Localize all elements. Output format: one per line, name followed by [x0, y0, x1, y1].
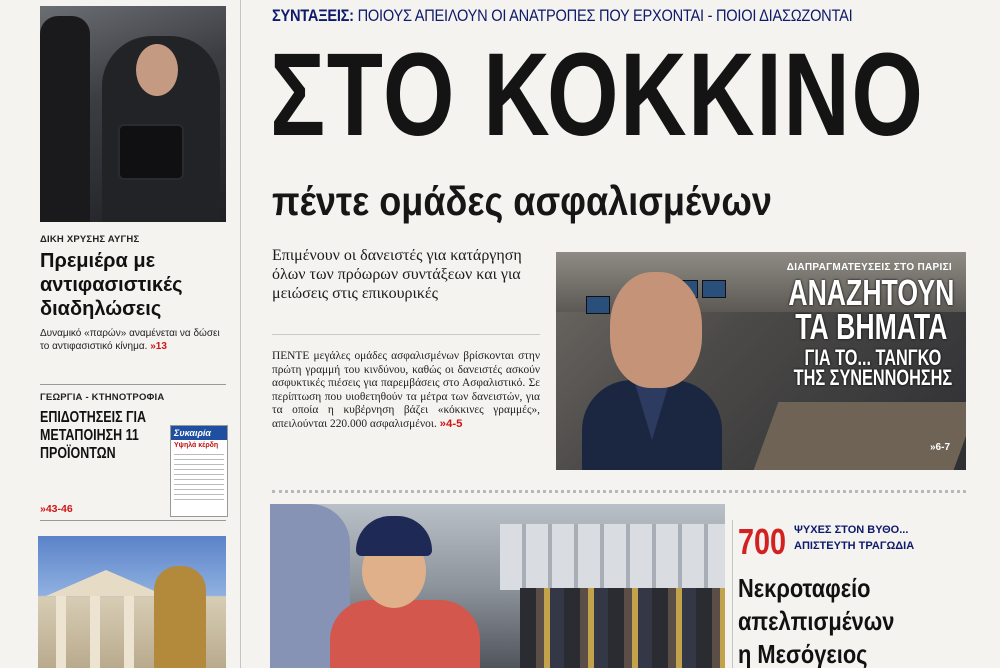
child-jacket	[330, 600, 480, 668]
academy-statue-photo[interactable]	[38, 536, 226, 668]
story-headline[interactable]: ΕΠΙΔΟΤΗΣΕΙΣ ΓΙΑ ΜΕΤΑΠΟΙΗΣΗ 11 ΠΡΟΪΟΝΤΩΝ	[40, 409, 147, 462]
divider	[272, 334, 540, 335]
column-divider	[732, 520, 733, 668]
face	[610, 272, 702, 388]
kicker-text: ΠΟΙΟΥΣ ΑΠΕΙΛΟΥΝ ΟΙ ΑΝΑΤΡΟΠΕΣ ΠΟΥ ΕΡΧΟΝΤΑΙ - ΠΟΙΟΙ ΔΙΑΣΩΖΟΝΤΑΙ	[357, 6, 853, 25]
supplement-headline: Υψηλά κέρδη	[174, 442, 219, 449]
story-headline[interactable]	[738, 572, 894, 668]
ship-background	[500, 524, 725, 590]
divider	[40, 520, 226, 521]
story-kicker: ΓΕΩΡΓΙΑ - ΚΤΗΝΟΤΡΟΦΙΑ	[40, 392, 165, 403]
building-pediment	[46, 570, 166, 596]
story-headline-line: Νεκροταφείο	[738, 573, 871, 603]
minister-portrait	[582, 272, 722, 470]
negotiations-feature[interactable]	[556, 252, 966, 470]
story-kicker: ΑΠΙΣΤΕΥΤΗ ΤΡΑΓΩΔΙΑ	[794, 540, 915, 552]
death-toll-number: 700	[738, 521, 787, 562]
feature-headline-line: ΤΑ ΒΗΜΑΤΑ	[794, 306, 948, 347]
supplement-text-lines	[174, 454, 224, 504]
child-beanie	[356, 516, 432, 556]
feature-subheadline-line: ΤΗΣ ΣΥΝΕΝΝΟΗΣΗΣ	[793, 365, 952, 390]
refugees-photo[interactable]	[270, 504, 725, 668]
page-reference[interactable]: »43-46	[40, 503, 73, 515]
page-reference[interactable]: »6-7	[929, 442, 950, 453]
left-column	[34, 0, 232, 668]
feature-subheadline-line: ΓΙΑ ΤΟ... ΤΑΝΓΚΟ	[804, 345, 942, 370]
page-reference[interactable]: »13	[150, 341, 167, 352]
feature-headline[interactable]	[787, 272, 954, 347]
conference-table	[754, 402, 966, 470]
column	[124, 596, 134, 668]
headline-kicker	[272, 6, 852, 26]
main-headline[interactable]: ΣΤΟ ΚΟΚΚΙΝΟ	[270, 29, 925, 161]
column	[56, 596, 66, 668]
column	[90, 596, 100, 668]
story-golden-dawn-trial[interactable]	[40, 234, 230, 353]
main-deck: πέντε ομάδες ασφαλισμένων	[272, 178, 772, 224]
lead-intro: Επιμένουν οι δανειστές για κατάργηση όλων των πρόωρων συντάξεων και για μειώσεις στις επικουρικές	[272, 247, 522, 302]
story-summary-text: Δυναμικό «παρών» αναμένεται να δώσει το αντιφασιστικό κίνημα.	[40, 328, 220, 352]
defendant-face	[136, 44, 178, 96]
feature-kicker: ΔΙΑΠΡΑΓΜΑΤΕΥΣΕΙΣ ΣΤΟ ΠΑΡΙΣΙ	[786, 262, 952, 273]
supplement-masthead: Συκαιρία	[171, 426, 227, 440]
supplement-thumbnail[interactable]	[170, 425, 228, 517]
story-summary	[40, 327, 230, 353]
section-divider	[272, 490, 966, 496]
story-headline-line: απελπισμένων	[738, 606, 895, 636]
story-headline[interactable]: Πρεμιέρα με αντιφασιστικές διαδηλώσεις	[40, 250, 183, 320]
column-divider	[240, 0, 241, 668]
lead-body	[272, 350, 540, 432]
story-headline-line: η Μεσόγειος	[738, 639, 868, 668]
courtroom-photo[interactable]	[40, 6, 226, 222]
golden-statue	[154, 566, 206, 668]
story-kicker: ΔΙΚΗ ΧΡΥΣΗΣ ΑΥΓΗΣ	[40, 234, 140, 245]
masked-guard-figure	[40, 16, 90, 222]
briefcase	[118, 124, 184, 180]
feature-headline-line: ΑΝΑΖΗΤΟΥΝ	[787, 272, 954, 313]
story-kicker: ΨΥΧΕΣ ΣΤΟΝ ΒΥΘΟ...	[794, 524, 909, 536]
crowd-of-refugees	[520, 588, 725, 668]
kicker-label: ΣΥΝΤΑΞΕΙΣ:	[272, 6, 354, 25]
page-reference[interactable]: »4-5	[439, 417, 463, 430]
feature-subheadline	[793, 345, 952, 390]
lead-body-text: ΠΕΝΤΕ μεγάλες ομάδες ασφαλισμένων βρίσκονται στην πρώτη γραμμή του κινδύνου, καθώς οι δανειστές ασκούν ασφυκτικές πιέσεις για παρεμβάσεις στο Ασφαλιστικό. Σε περίπτωση που υιοθετηθούν τα μέτρα των δανειστών, για τα οποία η κυβέρνηση βάζει «κόκκινες γραμμές», απειλούνται 220.000 ασφαλισμένοι.	[272, 350, 540, 430]
story-agriculture-subsidies[interactable]	[40, 392, 230, 517]
divider	[40, 384, 226, 385]
